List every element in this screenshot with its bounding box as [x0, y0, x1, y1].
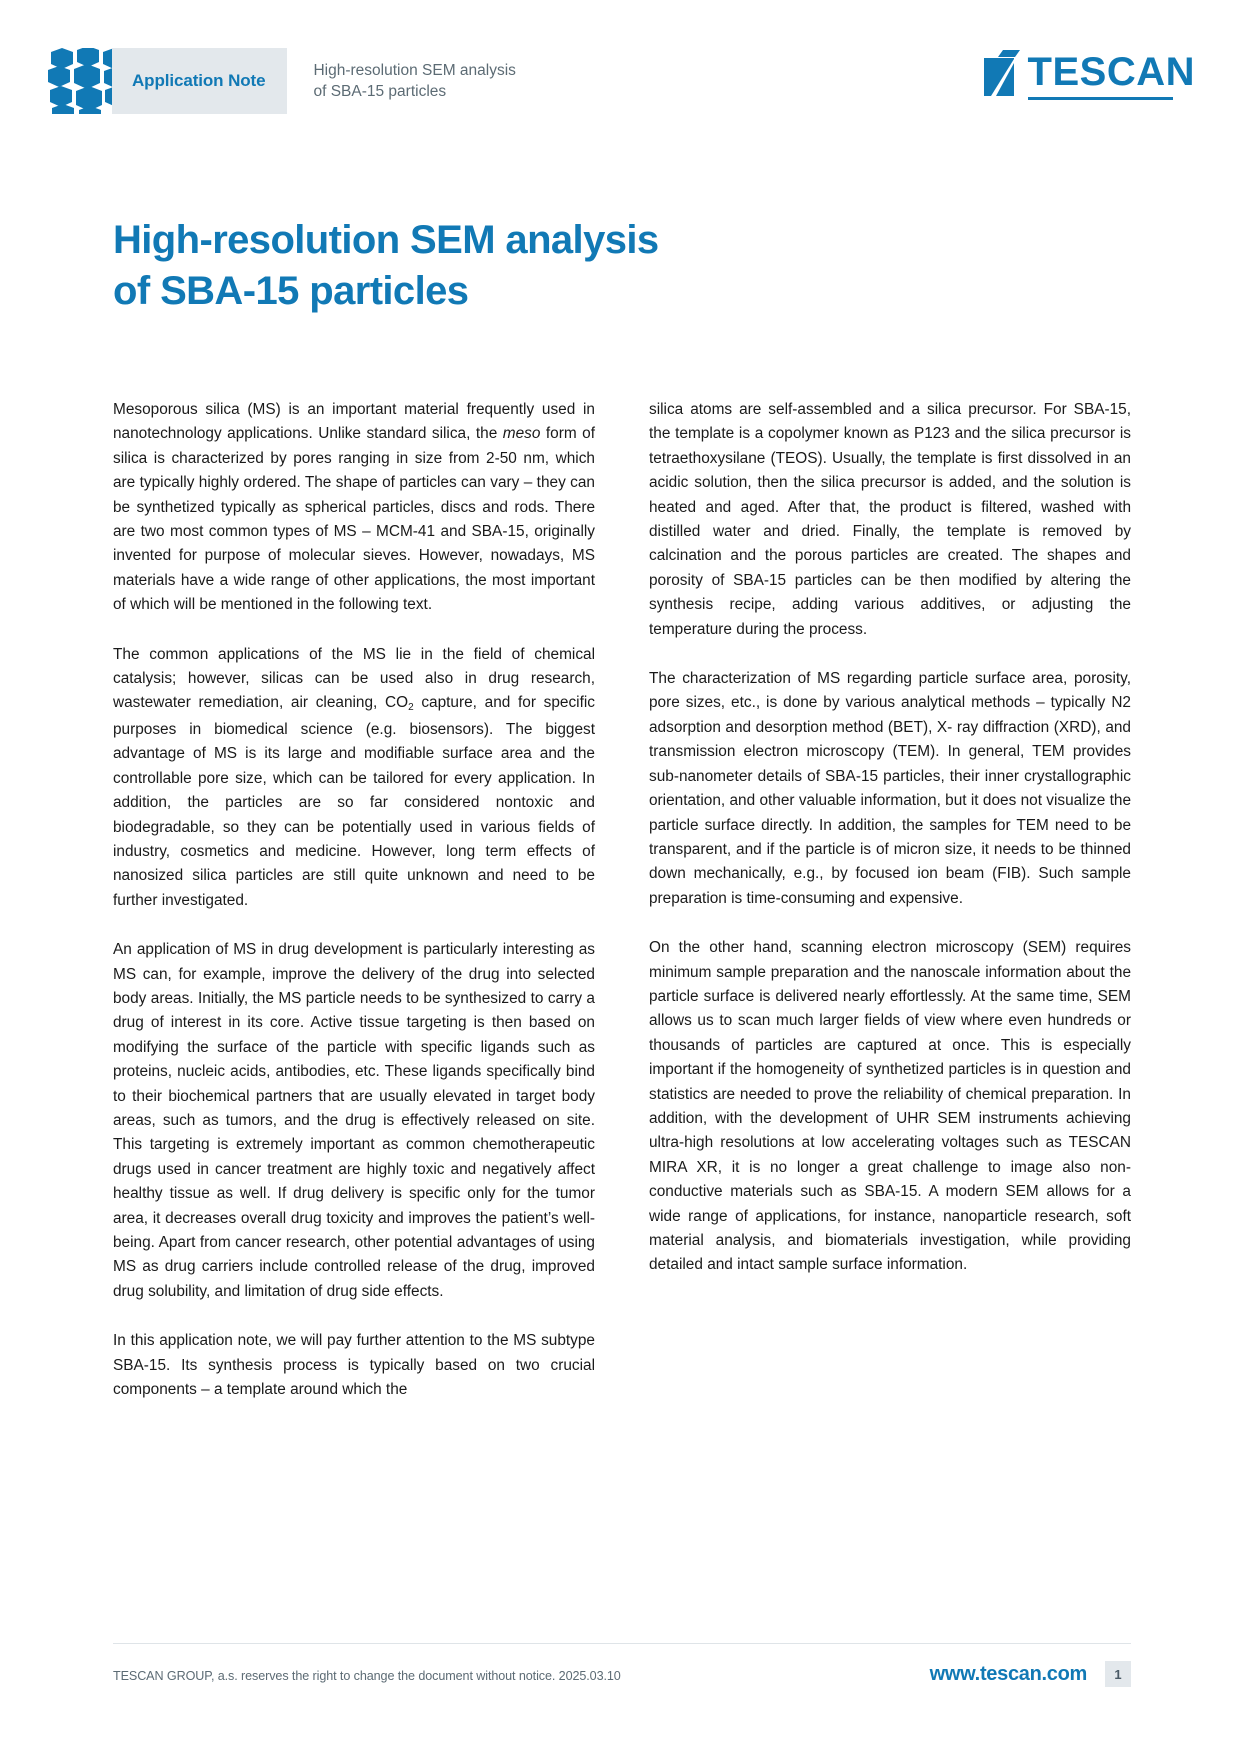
paragraph: The common applications of the MS lie in the field of chemical catalysis; however, silicas can be used also in drug research, wastewater remediation, air cleaning, $CO_2$ capture, and for specific purposes in biomedical science (e.g. biosensors). The biggest advantage of MS is its large and modifiable surface area and the controllable pore size, which can be tailored for every application. In addition, the particles are so far considered nontoxic and biodegradable, so they can be potentially used in various fields of industry, cosmetics and medicine. However, long term effects of nanosized silica particles are still quite unknown and need to be further investigated.	[113, 645, 595, 909]
application-note-badge-label: Application Note	[132, 71, 266, 90]
italic-term: meso	[502, 425, 541, 443]
footer-divider	[113, 1643, 1131, 1644]
document-footer	[113, 1659, 1131, 1699]
application-note-badge	[112, 48, 287, 114]
paragraph: The characterization of MS regarding particle surface area, porosity, pore sizes, etc., is done by various analytical methods – typically N2 adsorption and desorption method (BET), X- ray diffraction (XRD), and transmission electron microscopy (TEM). In general, TEM provides sub-nanometer details of SBA-15 particles, their inner crystallographic orientation, and other valuable information, but it does not visualize the particle surface directly. In addition, the samples for TEM need to be transparent, and if the particle is of micron size, it needs to be thinned down mechanically, e.g., by focused ion beam (FIB). Such sample preparation is time-consuming and expensive.	[649, 670, 1131, 907]
footer-disclaimer: TESCAN GROUP, a.s. reserves the right to change the document without notice. 2025.03.10	[113, 1669, 621, 1683]
tescan-website-link[interactable]: www.tescan.com	[929, 1662, 1087, 1685]
tescan-logo-underline	[1028, 97, 1173, 100]
paragraph: On the other hand, scanning electron microscopy (SEM) requires minimum sample preparation and the nanoscale information about the particle surface is delivered nearly effortlessly. At the same time, SEM allows us to scan much larger fields of view where even hundreds or thousands of particles are captured at once. This is especially important if the homogeneity of synthetized particles is in question and statistics are needed to prove the reliability of chemical preparation. In addition, with the development of UHR SEM instruments achieving ultra-high resolutions at low accelerating voltages such as TESCAN MIRA XR, it is no longer a great challenge to image also non-conductive materials such as SBA-15. A modern SEM allows for a wide range of applications, for instance, nanoparticle research, soft material analysis, and biomaterials investigation, while providing detailed and intact sample surface information.	[649, 939, 1131, 1274]
header-subtitle-line1: High-resolution SEM analysis	[313, 62, 516, 79]
paragraph: An application of MS in drug development is particularly interesting as MS can, for example, improve the delivery of the drug into selected body areas. Initially, the MS particle needs to be synthesized to carry a drug of interest in its core. Active tissue targeting is then based on modifying the surface of the particle with specific ligands such as proteins, nucleic acids, antibodies, etc. These ligands specifically bind to their biochemical partners that are usually elevated in target body areas, such as tumors, and the drug is effectively released on site. This targeting is extremely important as common chemotherapeutic drugs used in cancer treatment are highly toxic and negatively affect healthy tissue as well. If drug delivery is specific only for the tumor area, it decreases overall drug toxicity and improves the patient’s well-being. Apart from cancer research, other potential advantages of using MS as drug carriers include controlled release of the drug, improved drug solubility, and limitation of drug side effects.	[113, 941, 595, 1300]
hexagon-pattern-icon	[46, 48, 112, 114]
tescan-wordmark: TESCAN	[1027, 50, 1195, 94]
paragraph: silica atoms are self-assembled and a silica precursor. For SBA-15, the template is a copolymer known as P123 and the silica precursor is tetraethoxysilane (TEOS). Usually, the template is first dissolved in an acidic solution, then the silica precursor is added, and the solution is heated and aged. After that, the product is filtered, washed with distilled water and dried. Finally, the template is removed by calcination and the porous particles are created. The shapes and porosity of SBA-15 particles can be then modified by altering the synthesis recipe, adding various additives, or adjusting the temperature during the process.	[649, 401, 1131, 638]
page-number-badge: 1	[1105, 1661, 1131, 1687]
paragraph: In this application note, we will pay further attention to the MS subtype SBA-15. Its synthesis process is typically based on two crucial components – a template around which the	[113, 1332, 595, 1399]
tescan-logo	[984, 50, 1195, 100]
left-column	[113, 398, 595, 1402]
footer-right-group	[930, 1661, 1131, 1687]
paragraph: Mesoporous silica (MS) is an important material frequently used in nanotechnology applications. Unlike standard silica, the meso form of silica is characterized by pores ranging in size from 2-50 nm, which are typically highly ordered. The shape of particles can vary – they can be synthetized typically as spherical particles, discs and rods. There are two most common types of MS – MCM-41 and SBA-15, originally invented for purpose of molecular sieves. However, nowadays, MS materials have a wide range of other applications, the most important of which will be mentioned in the following text.	[113, 401, 595, 614]
page-title	[113, 215, 1013, 317]
header-left-group	[46, 48, 516, 114]
tescan-logo-row	[984, 50, 1195, 92]
article-body	[113, 398, 1131, 1402]
page-title-line2: of SBA-15 particles	[113, 268, 469, 313]
document-header	[0, 48, 1241, 118]
header-subtitle	[313, 48, 515, 114]
right-column	[649, 398, 1131, 1402]
subscript: 2	[408, 702, 414, 714]
page-title-line1: High-resolution SEM analysis	[113, 217, 659, 262]
tescan-mark-icon	[984, 50, 1020, 92]
header-subtitle-line2: of SBA-15 particles	[313, 83, 447, 100]
